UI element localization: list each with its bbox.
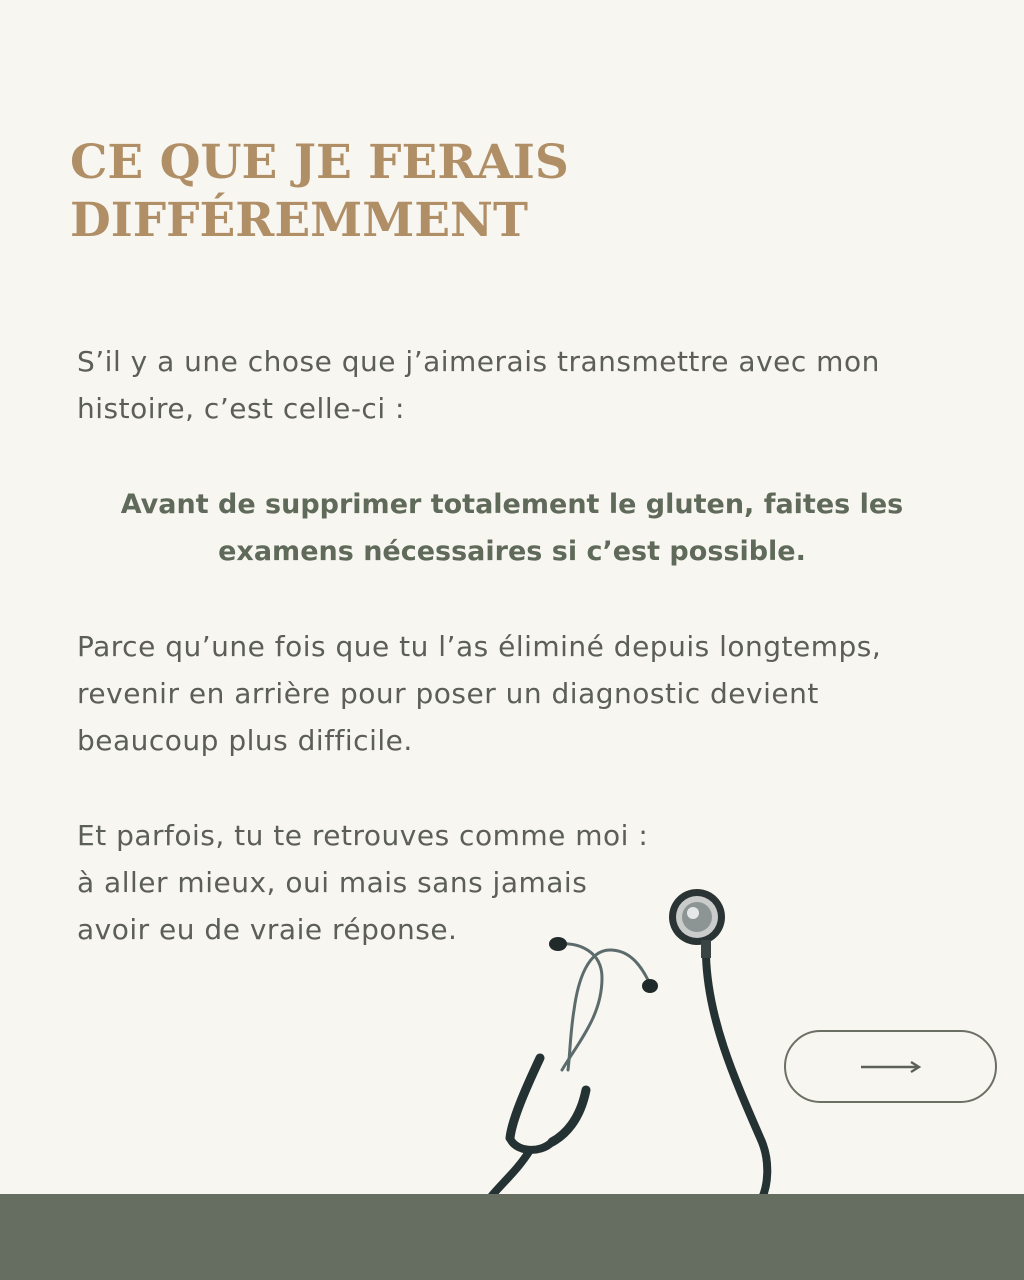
page-title xyxy=(70,134,569,250)
intro-paragraph xyxy=(77,338,880,432)
intro-line-2: histoire, c’est celle-ci : xyxy=(77,392,405,425)
highlight-statement xyxy=(0,481,1024,575)
highlight-line-2: examens nécessaires si c’est possible. xyxy=(218,536,806,567)
highlight-line-1: Avant de supprimer totalement le gluten, faites les xyxy=(120,489,904,520)
conclusion-line-1: Et parfois, tu te retrouves comme moi : xyxy=(77,819,649,852)
stethoscope-icon xyxy=(470,880,800,1200)
explanation-line-2: revenir en arrière pour poser un diagnostic devient xyxy=(77,677,819,710)
explanation-paragraph xyxy=(77,623,881,764)
conclusion-line-3: avoir eu de vraie réponse. xyxy=(77,913,458,946)
explanation-line-1: Parce qu’une fois que tu l’as éliminé depuis longtemps, xyxy=(77,630,882,663)
footer-band xyxy=(0,1194,1024,1280)
intro-line-1: S’il y a une chose que j’aimerais transmettre avec mon xyxy=(77,345,880,378)
page-title-line-2: DIFFÉREMMENT xyxy=(70,193,528,248)
next-button[interactable] xyxy=(784,1030,997,1103)
arrow-right-icon xyxy=(859,1059,923,1075)
explanation-line-3: beaucoup plus difficile. xyxy=(77,724,413,757)
page-title-line-1: CE QUE JE FERAIS xyxy=(70,135,569,190)
conclusion-line-2: à aller mieux, oui mais sans jamais xyxy=(77,866,588,899)
